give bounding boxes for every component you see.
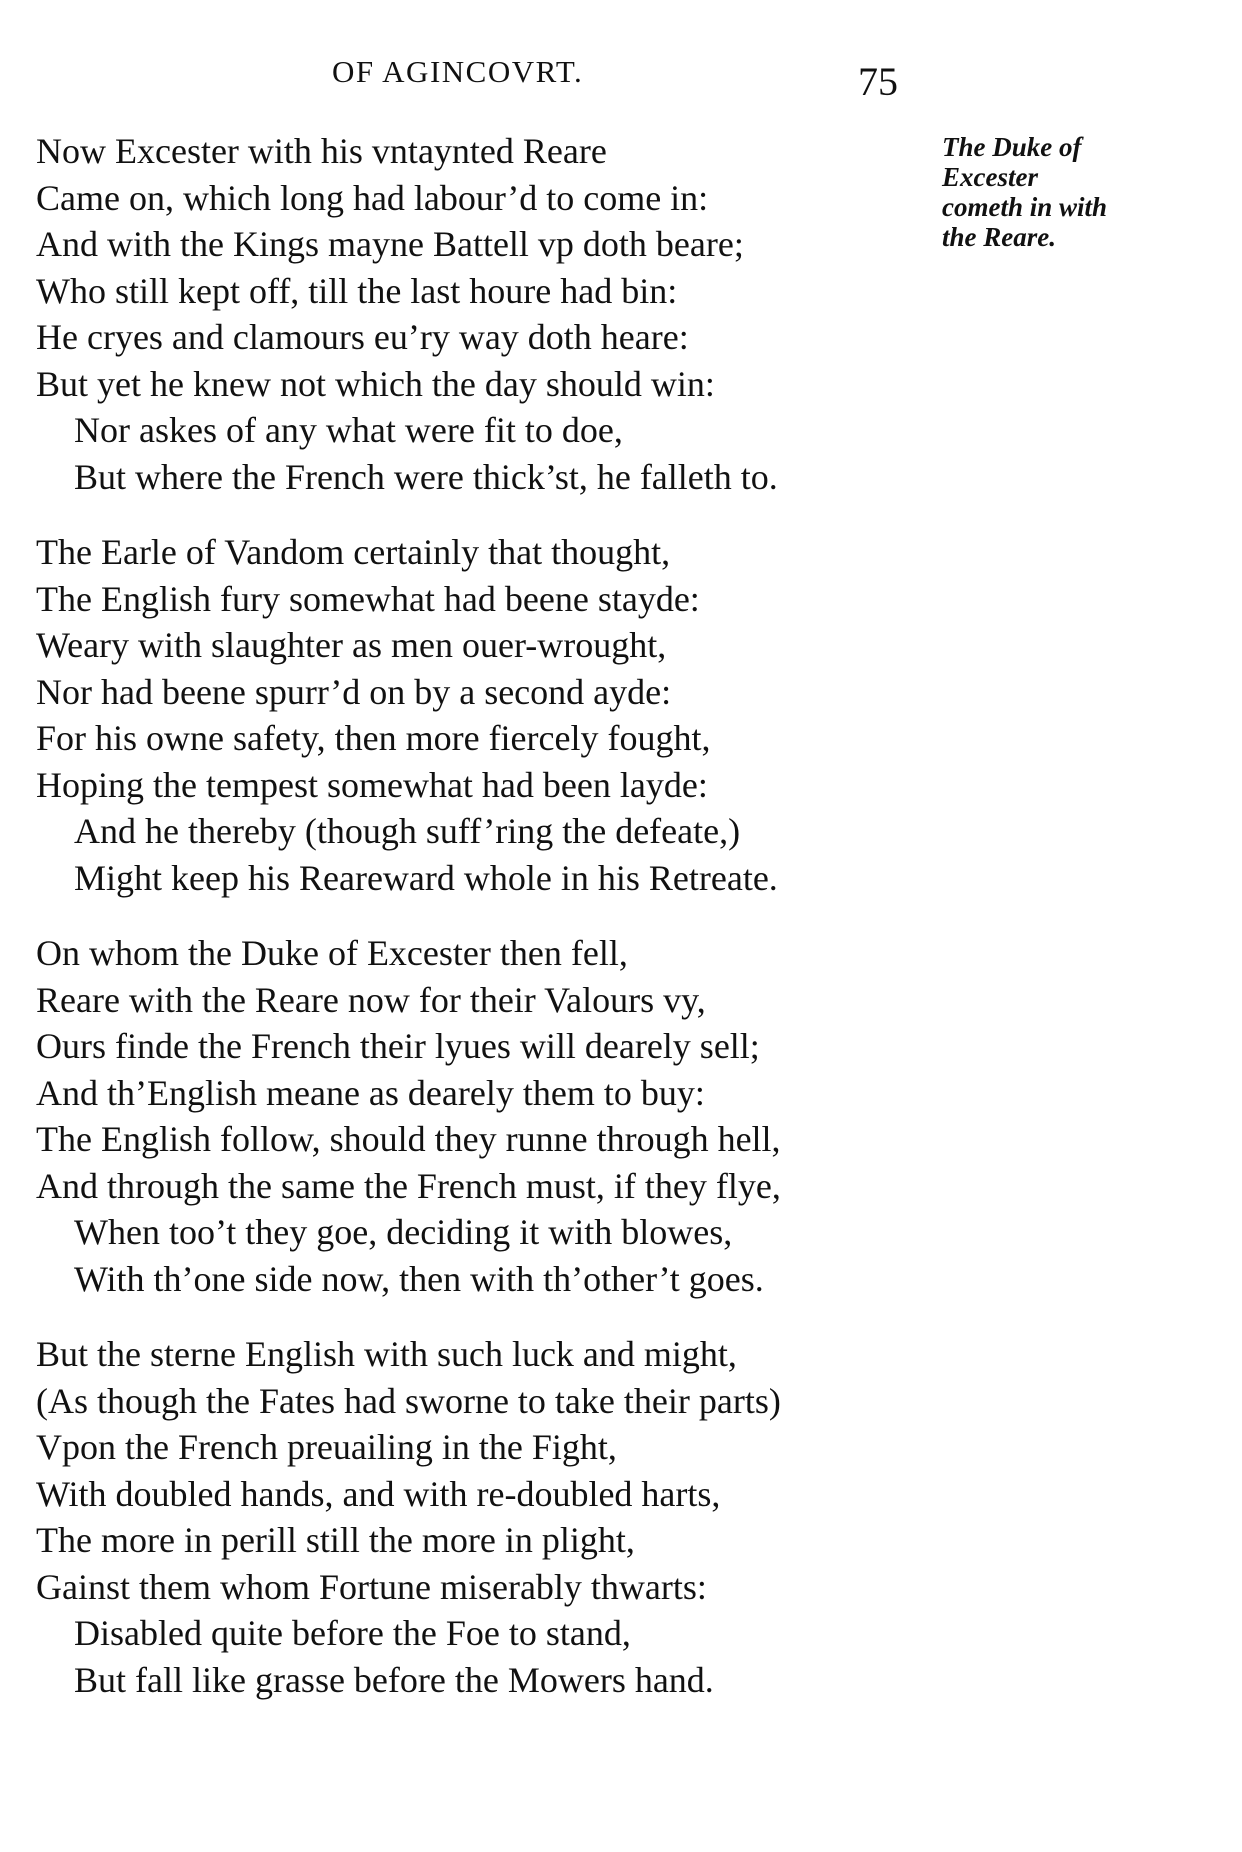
verse-line: The English follow, should they runne through hell,: [36, 1119, 781, 1159]
stanza-4: [36, 1331, 916, 1703]
verse-line: Nor had beene spurr’d on by a second ayde:: [36, 671, 672, 712]
verse-line-couplet: But fall like grasse before the Mowers hand.: [74, 1659, 714, 1700]
running-title: OF AGINCOVRT.: [332, 54, 584, 89]
side-note-line: the Reare.: [942, 222, 1056, 252]
verse-line: The more in perill still the more in plight,: [36, 1520, 635, 1560]
verse-line-couplet: But where the French were thick’st, he falleth to.: [74, 456, 778, 497]
verse-line: The English fury somewhat had beene stayde:: [36, 578, 700, 619]
verse-line: The Earle of Vandom certainly that thought,: [36, 532, 671, 572]
verse-line-couplet: Nor askes of any what were fit to doe,: [74, 410, 623, 450]
verse-line: He cryes and clamours eu’ry way doth heare:: [36, 317, 689, 357]
verse-line-couplet: With th’one side now, then with th’other’t goes.: [74, 1258, 764, 1299]
verse-line: Vpon the French preuailing in the Fight,: [36, 1427, 617, 1467]
verse-line: With doubled hands, and with re-doubled harts,: [36, 1473, 721, 1514]
verse-line-couplet: Might keep his Reareward whole in his Retreate.: [74, 857, 778, 898]
side-note: [942, 132, 1222, 252]
verse-line: Weary with slaughter as men ouer-wrought,: [36, 625, 667, 665]
verse-line: And th’English meane as dearely them to buy:: [36, 1072, 705, 1113]
running-head: [0, 54, 1242, 102]
verse-line: (As though the Fates had sworne to take their parts): [36, 1380, 781, 1421]
stanza-2: [36, 529, 916, 901]
verse-line-couplet: When too’t they goe, deciding it with blowes,: [74, 1212, 733, 1252]
verse-line: Gainst them whom Fortune miserably thwarts:: [36, 1566, 707, 1607]
verse-line: On whom the Duke of Excester then fell,: [36, 933, 628, 973]
verse-line-couplet: And he thereby (though suff’ring the defeate,): [74, 811, 741, 851]
verse-line: But yet he knew not which the day should win:: [36, 363, 715, 404]
stanza-3: [36, 930, 916, 1302]
verse-line: Who still kept off, till the last houre had bin:: [36, 270, 678, 311]
page-number: 75: [858, 59, 898, 104]
verse-line: And with the Kings mayne Battell vp doth beare;: [36, 224, 744, 264]
side-note-line: Excester: [942, 162, 1038, 192]
side-note-line: cometh in with: [942, 192, 1108, 222]
verse-line: But the sterne English with such luck and might,: [36, 1334, 737, 1374]
verse-line: Hoping the tempest somewhat had been layde:: [36, 764, 708, 805]
poem-text: [36, 128, 916, 1732]
verse-line: Reare with the Reare now for their Valours vy,: [36, 979, 706, 1020]
verse-line-couplet: Disabled quite before the Foe to stand,: [74, 1613, 631, 1653]
stanza-1: [36, 128, 916, 500]
verse-line: And through the same the French must, if they flye,: [36, 1165, 781, 1206]
side-note-line: The Duke of: [942, 132, 1082, 162]
verse-line: Came on, which long had labour’d to come in:: [36, 177, 709, 218]
verse-line: Now Excester with his vntaynted Reare: [36, 131, 607, 171]
verse-line: Ours finde the French their lyues will dearely sell;: [36, 1026, 760, 1066]
verse-line: For his owne safety, then more fiercely fought,: [36, 718, 711, 758]
